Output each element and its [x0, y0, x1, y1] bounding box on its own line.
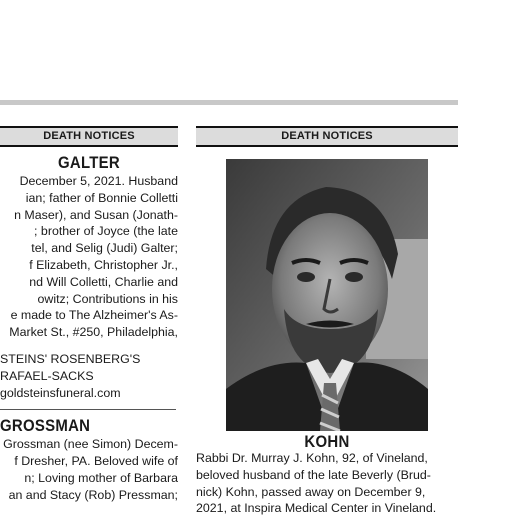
- text-line: 2021, at Inspira Medical Center in Vineland.: [196, 501, 437, 516]
- text-line: Market St., #250, Philadelphia,: [9, 325, 178, 340]
- text-line: December 5, 2021. Husband: [19, 174, 178, 188]
- section-header: DEATH NOTICES: [0, 126, 178, 147]
- text-line: ; brother of Joyce (the late: [34, 224, 178, 239]
- text-line: nd Will Colletti, Charlie and: [29, 274, 178, 289]
- text-line: tel, and Selig (Judi) Galter;: [31, 241, 178, 256]
- obituary-name-grossman: GROSSMAN: [0, 416, 91, 436]
- text-line: nick) Kohn, passed away on December 9,: [196, 484, 426, 499]
- section-header: DEATH NOTICES: [196, 126, 458, 147]
- text-line: beloved husband of the late Beverly (Brud-: [196, 467, 431, 482]
- obituary-text-grossman: [0, 436, 178, 503]
- text-line: ian; father of Bonnie Colletti: [25, 190, 178, 205]
- obituary-name-galter: GALTER: [58, 153, 120, 172]
- funeral-home-line: RAFAEL-SACKS: [0, 368, 94, 383]
- text-line: n Maser), and Susan (Jonath-: [14, 207, 178, 222]
- right-column: [196, 126, 458, 516]
- text-line: e made to The Alzheimer's As-: [10, 308, 178, 323]
- divider: [0, 409, 176, 410]
- obituary-text-galter: [0, 173, 178, 341]
- text-line: f Elizabeth, Christopher Jr.,: [29, 257, 178, 272]
- top-rule: [0, 100, 458, 105]
- left-column: [0, 126, 178, 504]
- text-line: Grossman (nee Simon) Decem-: [3, 437, 178, 452]
- obituary-name-kohn: KOHN: [304, 432, 350, 451]
- text-line: Rabbi Dr. Murray J. Kohn, 92, of Vineland,: [196, 451, 428, 465]
- funeral-home-website: goldsteinsfuneral.com: [0, 385, 121, 400]
- portrait-photo: [226, 159, 428, 431]
- text-line: an and Stacy (Rob) Pressman;: [8, 487, 178, 502]
- funeral-home-credit: [0, 351, 178, 401]
- text-line: f Dresher, PA. Beloved wife of: [14, 454, 178, 469]
- text-line: n; Loving mother of Barbara: [24, 470, 178, 485]
- text-line: owitz; Contributions in his: [37, 291, 178, 306]
- obituary-text-kohn: [196, 450, 458, 517]
- funeral-home-line: STEINS' ROSENBERG'S: [0, 351, 141, 366]
